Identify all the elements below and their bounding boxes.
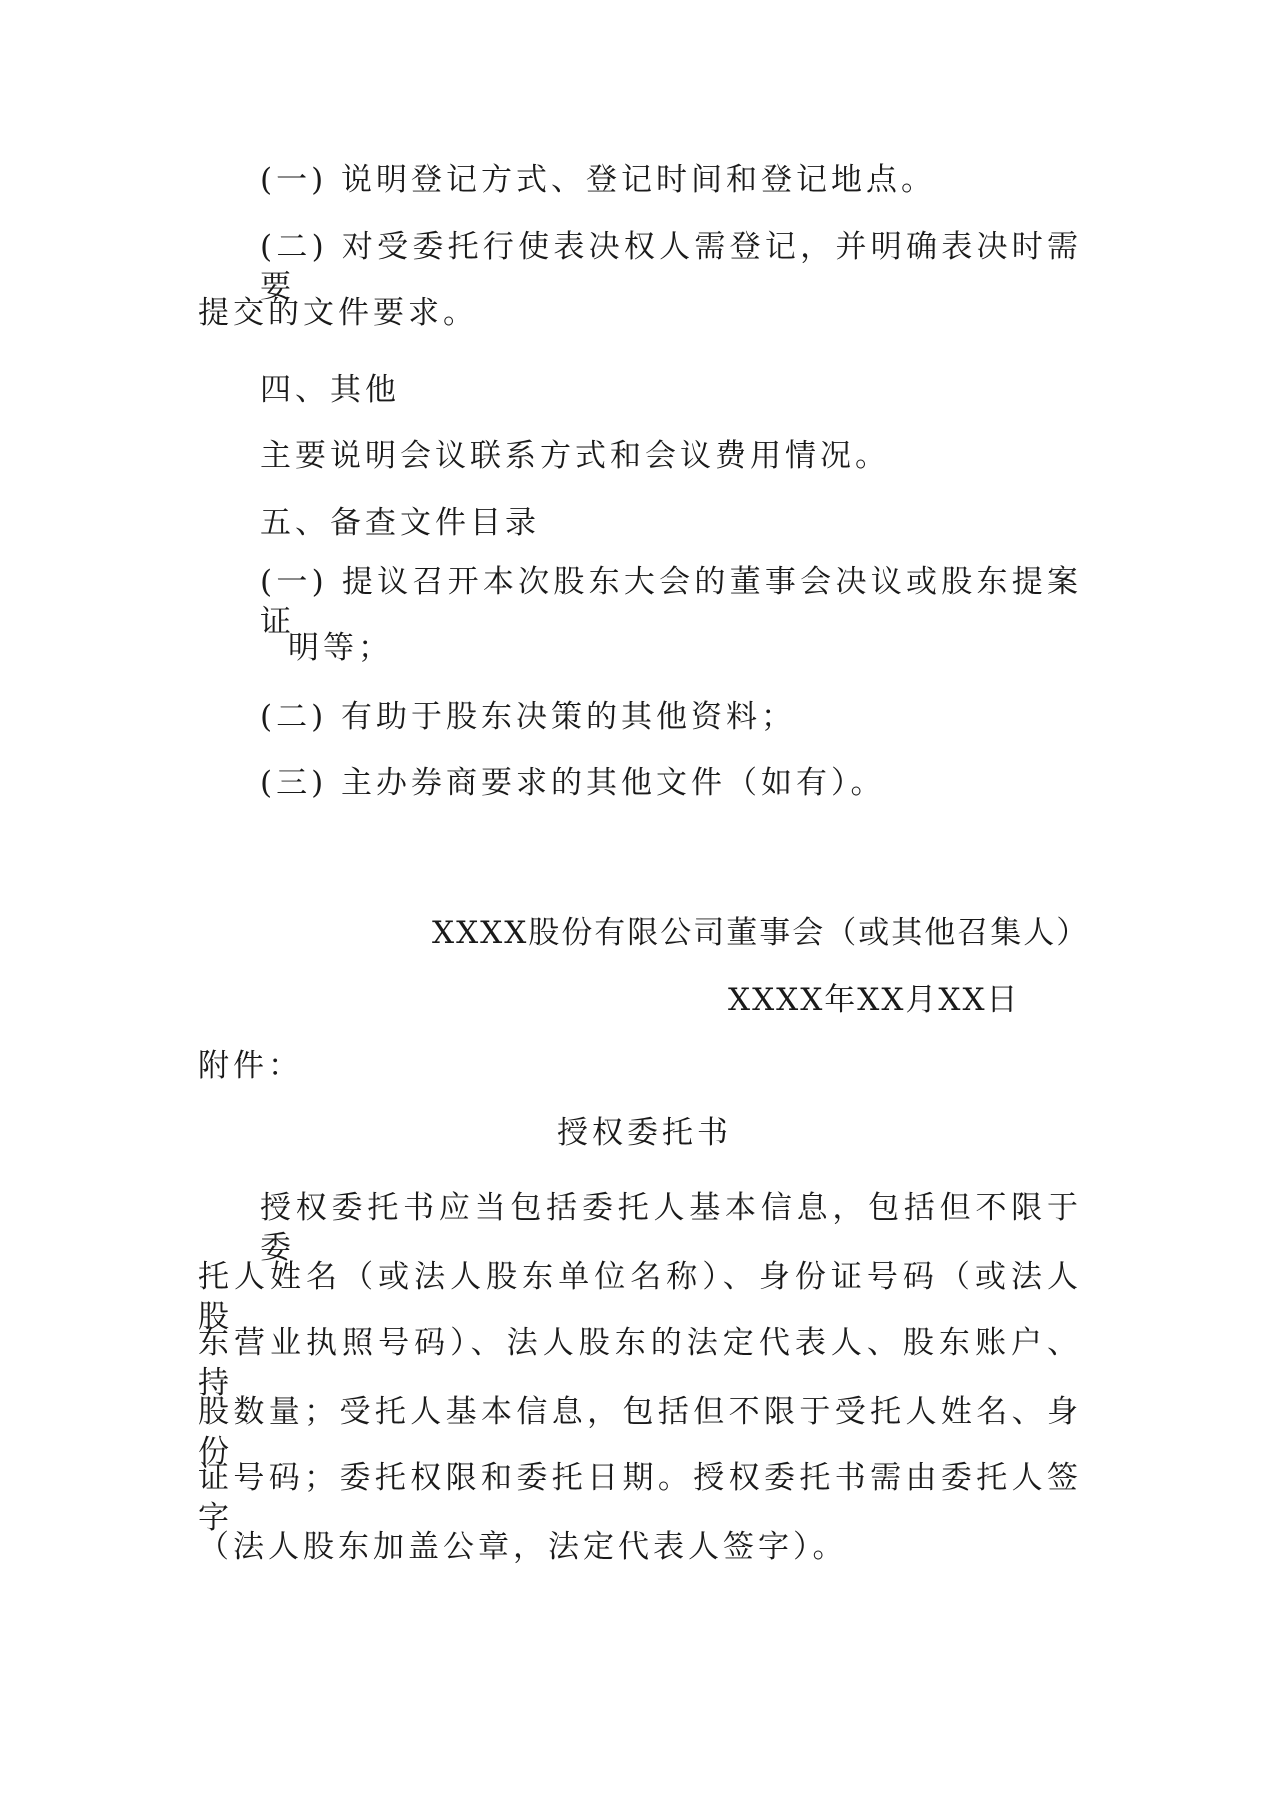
reference-item-1-line-1: (一) 提议召开本次股东大会的董事会决议或股东提案证: [260, 564, 1082, 640]
attachment-paragraph-line: 授权委托书应当包括委托人基本信息，包括但不限于委: [260, 1190, 1082, 1266]
attachment-paragraph-line: 东营业执照号码）、法人股东的法定代表人、股东账户、持: [198, 1325, 1082, 1401]
attachment-paragraph-line: （法人股东加盖公章，法定代表人签字）。: [198, 1529, 848, 1565]
issuer-signature: XXXX股份有限公司董事会（或其他召集人）: [432, 915, 1090, 951]
signature-date: XXXX年XX月XX日: [728, 982, 1020, 1018]
section-5-heading: 五、备查文件目录: [260, 505, 540, 541]
reference-item-1-line-2: 明等；: [288, 630, 393, 666]
attachment-label: 附件：: [198, 1048, 303, 1084]
registration-item-1: (一) 说明登记方式、登记时间和登记地点。: [260, 162, 937, 198]
section-4-body: 主要说明会议联系方式和会议费用情况。: [260, 438, 890, 474]
attachment-paragraph-line: 托人姓名（或法人股东单位名称）、身份证号码（或法人股: [198, 1259, 1082, 1335]
section-4-heading: 四、其他: [260, 372, 400, 408]
reference-item-3: (三) 主办券商要求的其他文件（如有）。: [260, 765, 886, 801]
reference-item-2: (二) 有助于股东决策的其他资料；: [260, 699, 797, 735]
attachment-paragraph-line: 股数量；受托人基本信息，包括但不限于受托人姓名、身份: [198, 1394, 1082, 1470]
attachment-title: 授权委托书: [557, 1115, 732, 1151]
attachment-paragraph-line: 证号码；委托权限和委托日期。授权委托书需由委托人签字: [198, 1460, 1082, 1536]
registration-item-2-line-1: (二) 对受委托行使表决权人需登记，并明确表决时需要: [260, 229, 1082, 305]
registration-item-2-line-2: 提交的文件要求。: [198, 295, 478, 331]
